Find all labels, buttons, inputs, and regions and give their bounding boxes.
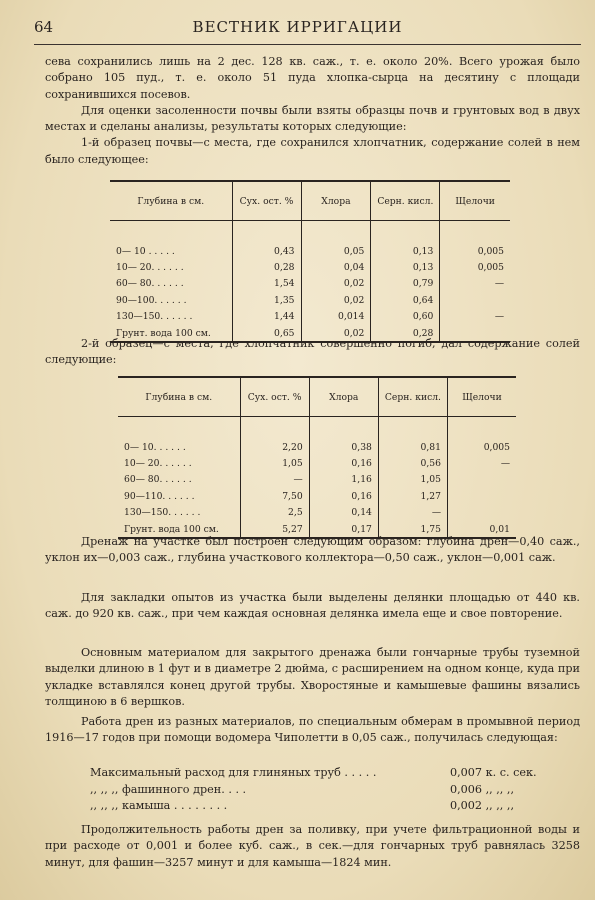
page-number: 64 bbox=[34, 18, 54, 36]
col-header-depth: Глубина в см. bbox=[110, 181, 232, 221]
table-row: 130—150. . . . . . 2,5 0,14 — bbox=[118, 505, 516, 521]
journal-title: ВЕСТНИК ИРРИГАЦИИ bbox=[192, 18, 403, 36]
text-block-2 bbox=[45, 336, 580, 369]
table-row: 90—110. . . . . . 7,50 0,16 1,27 bbox=[118, 488, 516, 504]
paragraph-7: Основным материалом для закрытого дренажа были гончарные трубы туземной выделки длиною в 1 фут и в диаметре 2 дюйма, с расширением на одном конце, куда при укладке вставлялся конец другой трубы. Хворостяные и камышевые фашины вязались толщиною в 6 вершков. bbox=[45, 646, 580, 708]
text-block-4 bbox=[45, 590, 580, 623]
paragraph-4: 2-й образец—с места, где хлопчатник совершенно погиб, дал содержание солей следующие: bbox=[45, 337, 580, 367]
table-row: 0— 10 . . . . . 0,43 0,05 0,13 0,005 bbox=[110, 221, 510, 260]
col-header-dry-residue: Сух. ост. % bbox=[240, 377, 309, 417]
text-block-3 bbox=[45, 534, 580, 567]
flow-rate-row: ,, ,, ,, фашинного дрен. . . . 0,006 ,, ,, ,, bbox=[90, 782, 515, 796]
col-header-chlorine: Хлора bbox=[301, 181, 371, 221]
paragraph-5: Дренаж на участке был построен следующим образом: глубина дрен—0,40 саж., уклон их—0,003 саж., глубина участкового коллектора—0,50 саж., уклон—0,001 саж. bbox=[45, 535, 580, 565]
paragraph-1: сева сохранились лишь на 2 дес. 128 кв. саж., т. е. около 20%. Всего урожая было собрано 105 пуд., т. е. около 51 пуда хлопка-сырца на десятину с площади сохранившихся посевов. bbox=[45, 55, 580, 101]
table-row: 60— 80. . . . . . — 1,16 1,05 bbox=[118, 472, 516, 488]
flow-rate-list bbox=[90, 766, 565, 816]
col-header-chlorine: Хлора bbox=[309, 377, 378, 417]
page-header bbox=[0, 18, 595, 46]
table-row: 10— 20. . . . . . 0,28 0,04 0,13 0,005 bbox=[110, 259, 510, 275]
flow-rate-row: ,, ,, ,, камыша . . . . . . . . 0,002 ,, ,, ,, bbox=[90, 799, 515, 812]
table-row: 10— 20. . . . . . 1,05 0,16 0,56 — bbox=[118, 455, 516, 471]
paragraph-9: Продолжительность работы дрен за поливку, при учете фильтрационной воды и при расходе от 0,001 и более куб. саж., в сек.—для гончарных труб равнялась 3258 минут, для фашин—3257 минут и для камыша—1824 мин. bbox=[45, 823, 580, 869]
col-header-alkali: Щелочи bbox=[448, 377, 517, 417]
table-row: 60— 80. . . . . . 1,54 0,02 0,79 — bbox=[110, 276, 510, 292]
text-block-7 bbox=[45, 822, 580, 871]
table-row: 130—150. . . . . . 1,44 0,014 0,60 — bbox=[110, 309, 510, 325]
col-header-depth: Глубина в см. bbox=[118, 377, 240, 417]
table-sample-1 bbox=[110, 180, 510, 343]
col-header-dry-residue: Сух. ост. % bbox=[232, 181, 301, 221]
col-header-sulfuric-acid: Серн. кисл. bbox=[378, 377, 447, 417]
paragraph-6: Для закладки опытов из участка были выделены делянки площадью от 440 кв. саж. до 920 кв. саж., при чем каждая основная делянка имела еще и свое повторение. bbox=[45, 591, 580, 621]
header-rule bbox=[34, 44, 581, 45]
table-row: Грунт. вода 100 см. 0,65 0,02 0,28 bbox=[110, 325, 510, 342]
col-header-sulfuric-acid: Серн. кисл. bbox=[371, 181, 440, 221]
paragraph-8: Работа дрен из разных материалов, по специальным обмерам в промывной период 1916—17 годов при помощи водомера Чиполетти в 0,05 саж., получилась следующая: bbox=[45, 715, 580, 745]
col-header-alkali: Щелочи bbox=[440, 181, 510, 221]
table-row: 0— 10. . . . . . 2,20 0,38 0,81 0,005 bbox=[118, 417, 516, 456]
paragraph-3: 1-й образец почвы—с места, где сохранился хлопчатник, содержание солей в нем было следующее: bbox=[45, 136, 580, 166]
table-row: Грунт. вода 100 см. 5,27 0,17 1,75 0,01 bbox=[118, 521, 516, 538]
table-sample-2 bbox=[118, 376, 516, 539]
text-block-1 bbox=[45, 54, 580, 168]
text-block-5 bbox=[45, 645, 580, 710]
flow-rate-row: Максимальный расход для глиняных труб . . . . . 0,007 к. с. сек. bbox=[90, 766, 537, 779]
text-block-6 bbox=[45, 714, 580, 747]
table-row: 90—100. . . . . . 1,35 0,02 0,64 bbox=[110, 292, 510, 308]
paragraph-2: Для оценки засоленности почвы были взяты образцы почв и грунтовых вод в двух местах и сделаны анализы, результаты которых следующие: bbox=[45, 103, 580, 134]
